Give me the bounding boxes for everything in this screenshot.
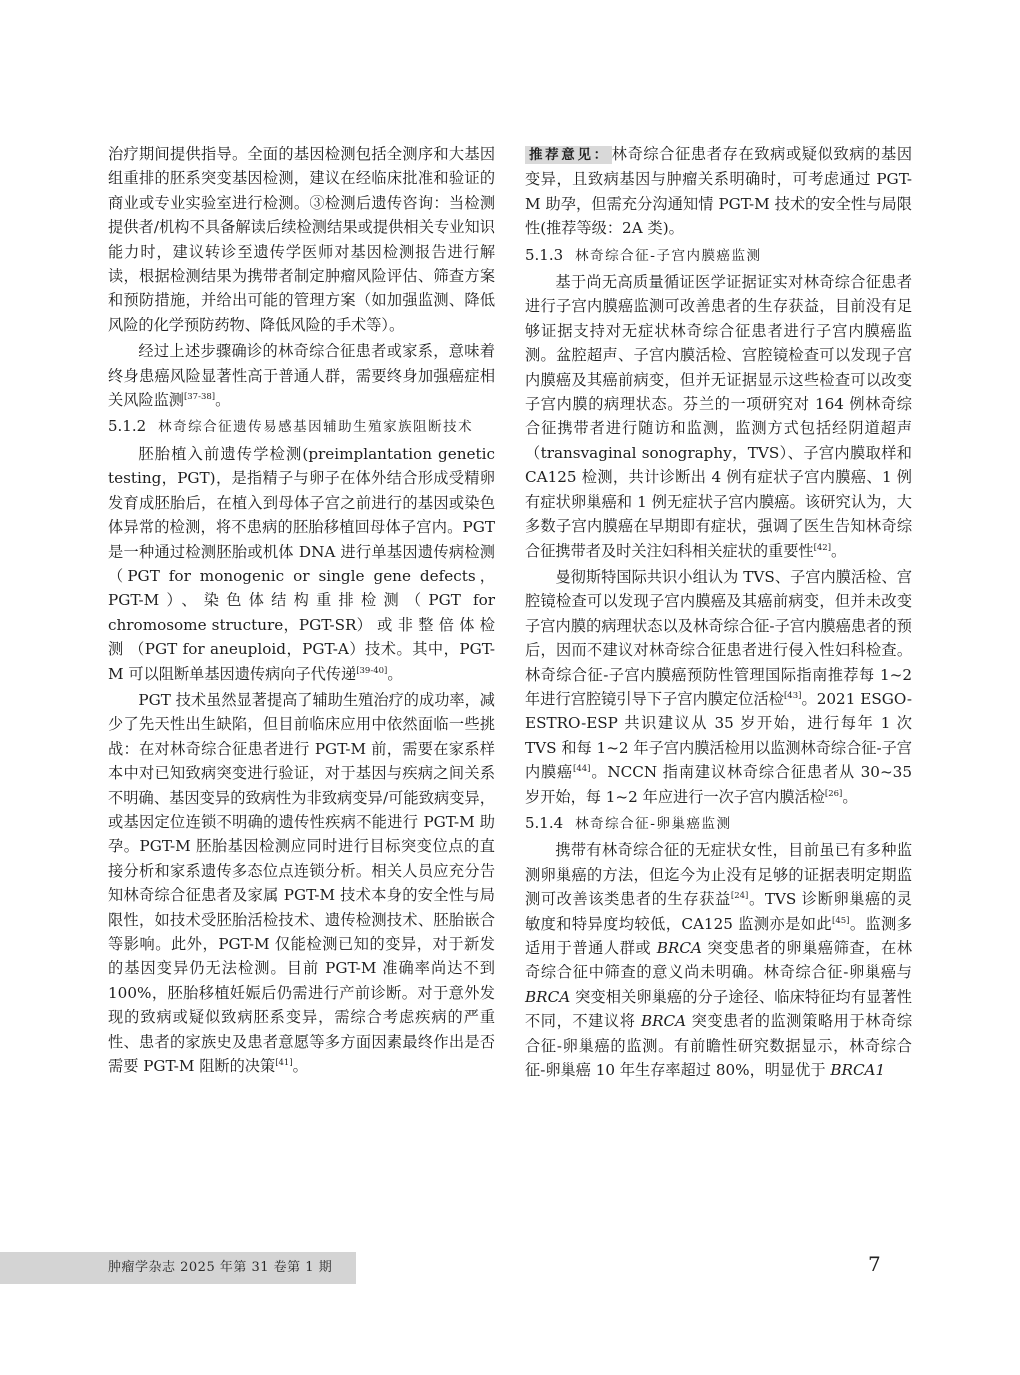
page-number: 7: [868, 1252, 881, 1276]
paragraph-text: 突变患者的监测策略用于林奇综合征-卵巢癌的监测。有前瞻性研究数据显示，林奇综合征-卵巢癌 10 年生存率超过 80%，明显优于: [525, 1012, 913, 1080]
recommendation-box: [525, 142, 912, 241]
citation[interactable]: [45]: [832, 915, 850, 926]
section-number: 5.1.3: [525, 245, 564, 264]
section-title: 林奇综合征-卵巢癌监测: [575, 815, 732, 832]
right-column: [525, 142, 912, 1084]
paragraph-testing-guidance: 治疗期间提供指导。全面的基因检测包括全测序和大基因组重排的胚系突变基因检测，建议在经临床批准和验证的商业或专业实验室进行检测。③检测后遗传咨询：当检测提供者/机构不具备解读后续检测结果或提供相关专业知识能力时，建议转诊至遗传学医师对基因检测报告进行解读，根据检测结果为携带者制定肿瘤风险评估、筛查方案和预防措施，并给出可能的管理方案（如加强监测、降低风险的化学预防药物、降低风险的手术等）。: [108, 145, 495, 334]
paragraph-text: 。2021 ESGO-ESTRO-ESP 共识建议从 35 岁开始，进行每年 1 次 TVS 和每 1~2 年子宫内膜活检用以监测林奇综合征-子宫内膜癌: [525, 689, 913, 782]
paragraph-text: 突变相关卵巢癌的分子途径、临床特征均有显著性不同，不建议将: [525, 987, 912, 1031]
section-heading-5-1-4: [525, 811, 912, 836]
section-heading-5-1-2: [108, 414, 495, 439]
paragraph-lifelong-surveillance: [108, 339, 495, 412]
left-column: [108, 142, 495, 1080]
paragraph-text: 基于尚无高质量循证医学证据证实对林奇综合征患者进行子宫内膜癌监测可改善患者的生存获益，目前没有足够证据支持对无症状林奇综合征患者进行子宫内膜癌监测。盆腔超声、子宫内膜活检、宫腔镜检查可以发现子宫内膜癌及其癌前病变，但并无证据显示这些检查可以改变子宫内膜的病理状态。芬兰的一项研究对 164 例林奇综合征携带者进行随访和监测，监测方式包括经阴道超声（transvaginal sonography，TVS）、子宫内膜取样和 CA125 检测，共计诊断出 4 例有症状子宫内膜癌、1 例有症状卵巢癌和 1 例无症状子宫内膜癌。该研究认为，大多数子宫内膜癌在早期即有症状，强调了医生告知林奇综合征携带者及时关注妇科相关症状的重要性: [525, 273, 912, 560]
recommendation-text: 林奇综合征患者存在致病或疑似致病的基因变异，且致病基因与肿瘤关系明确时，可考虑通过 PGT-M 助孕，但需充分沟通知情 PGT-M 技术的安全性与局限性(推荐等级：2A 类)。: [525, 145, 913, 238]
citation[interactable]: [24]: [730, 891, 749, 902]
section-heading-5-1-3: [525, 243, 912, 268]
section-number: 5.1.4: [525, 813, 564, 832]
paragraph-text: 曼彻斯特国际共识小组认为 TVS、子宫内膜活检、宫腔镜检查可以发现子宫内膜癌及其癌前病变，但并未改变子宫内膜的病理状态以及林奇综合征-子宫内膜癌患者的预后，因而不建议对林奇综合征患者进行侵入性妇科检查。林奇综合征-子宫内膜癌预防性管理国际指南推荐每 1~2 年进行宫腔镜引导下子宫内膜定位活检: [525, 567, 912, 708]
paragraph-ovarian-surveillance: [525, 838, 912, 1082]
citation[interactable]: [37-38]: [183, 392, 216, 402]
paragraph-text: 。NCCN 指南建议林奇综合征患者从 30~35 岁开始，每 1~2 年应进行一次子宫内膜活检: [525, 763, 912, 806]
gene-name: BRCA: [525, 987, 571, 1006]
paragraph-end: 。: [831, 541, 847, 560]
paragraph-text: 经过上述步骤确诊的林奇综合征患者或家系，意味着终身患癌风险显著性高于普通人群，需要终身加强癌症相关风险监测: [108, 342, 495, 410]
paragraph-text: 。TVS 诊断卵巢癌的灵敏度和特异度均较低，CA125 监测亦是如此: [525, 890, 912, 933]
paragraph-end: 。: [842, 787, 858, 806]
section-title: 林奇综合征遗传易感基因辅助生殖家族阻断技术: [158, 419, 474, 436]
paragraph-text: 突变患者的卵巢癌筛查，在林奇综合征中筛查的意义尚未明确。林奇综合征-卵巢癌与: [525, 939, 913, 982]
recommendation-label: 推荐意见：: [525, 146, 612, 164]
gene-name: BRCA: [656, 939, 702, 957]
citation[interactable]: [43]: [783, 690, 802, 701]
citation[interactable]: [39-40]: [356, 665, 388, 676]
gene-name: BRCA1: [830, 1061, 886, 1080]
paragraph-endometrial-evidence: [525, 270, 912, 563]
citation[interactable]: [44]: [573, 764, 591, 775]
gene-name: BRCA: [640, 1012, 687, 1031]
citation[interactable]: [41]: [275, 1057, 293, 1068]
paragraph-text: PGT 技术虽然显著提高了辅助生殖治疗的成功率，减少了先天性出生缺陷，但目前临床应用中依然面临一些挑战：在对林奇综合征患者进行 PGT-M 前，需要在家系样本中对已知致病突变进行验证，对于基因与疾病之间关系不明确、基因变异的致病性为非致病变异/可能致病变异，或基因定位连锁不明确的遗传性疾病不能进行 PGT-M 助孕。PGT-M 胚胎基因检测应同时进行目标突变位点的直接分析和家系遗传多态位点连锁分析。相关人员应充分告知林奇综合征患者及家属 PGT-M 技术本身的安全性与局限性，如技术受胚胎活检技术、遗传检测技术、胚胎嵌合等影响。此外，PGT-M 仅能检测已知的变异，对于新发的基因变异仍无法检测。目前 PGT-M 准确率尚达不到 100%，胚胎移植妊娠后仍需进行产前诊断。对于意外发现的致病或疑似致病胚系变异，需综合考虑疾病的严重性、患者的家族史及患者意愿等多方面因素最终作出是否需要 PGT-M 阻断的决策: [108, 690, 495, 1076]
paragraph-text: 胚胎植入前遗传学检测(preimplantation genetic testing，PGT)，是指精子与卵子在体外结合形成受精卵发育成胚胎后，在植入到母体子宫之前进行的基因或染色体异常的检测，将不患病的胚胎移植回母体子宫内。PGT 是一种通过检测胚胎或机体 DNA 进行单基因遗传病检测 （PGT for monogenic or single gene defects，PGT-M）、染色体结构重排检测（PGT for chromosome structure，PGT-SR） 或 非 整 倍 体 检 测 （PGT for aneuploid，PGT-A）技术。其中，PGT-M 可以阻断单基因遗传病向子代传递: [108, 444, 495, 683]
citation[interactable]: [26]: [824, 788, 843, 799]
paragraph-end: 。: [387, 664, 403, 683]
paragraph-text: 。监测多适用于普通人群或: [525, 914, 913, 957]
citation[interactable]: [42]: [813, 542, 832, 553]
paragraph-pgt-challenges: [108, 688, 495, 1079]
journal-footer: 肿瘤学杂志 2025 年第 31 卷第 1 期: [108, 1260, 333, 1275]
paragraph-end: 。: [215, 391, 231, 410]
section-title: 林奇综合征-子宫内膜癌监测: [575, 247, 762, 264]
section-number: 5.1.2: [108, 417, 147, 436]
paragraph-end: 。: [292, 1057, 308, 1076]
paragraph-consensus-guidelines: [525, 565, 912, 809]
paragraph-text: 携带有林奇综合征的无症状女性，目前虽已有多种监测卵巢癌的方法，但迄今为止没有足够的证据表明定期监测可改善该类患者的生存获益: [525, 841, 912, 909]
paragraph-pgt-definition: [108, 442, 495, 686]
